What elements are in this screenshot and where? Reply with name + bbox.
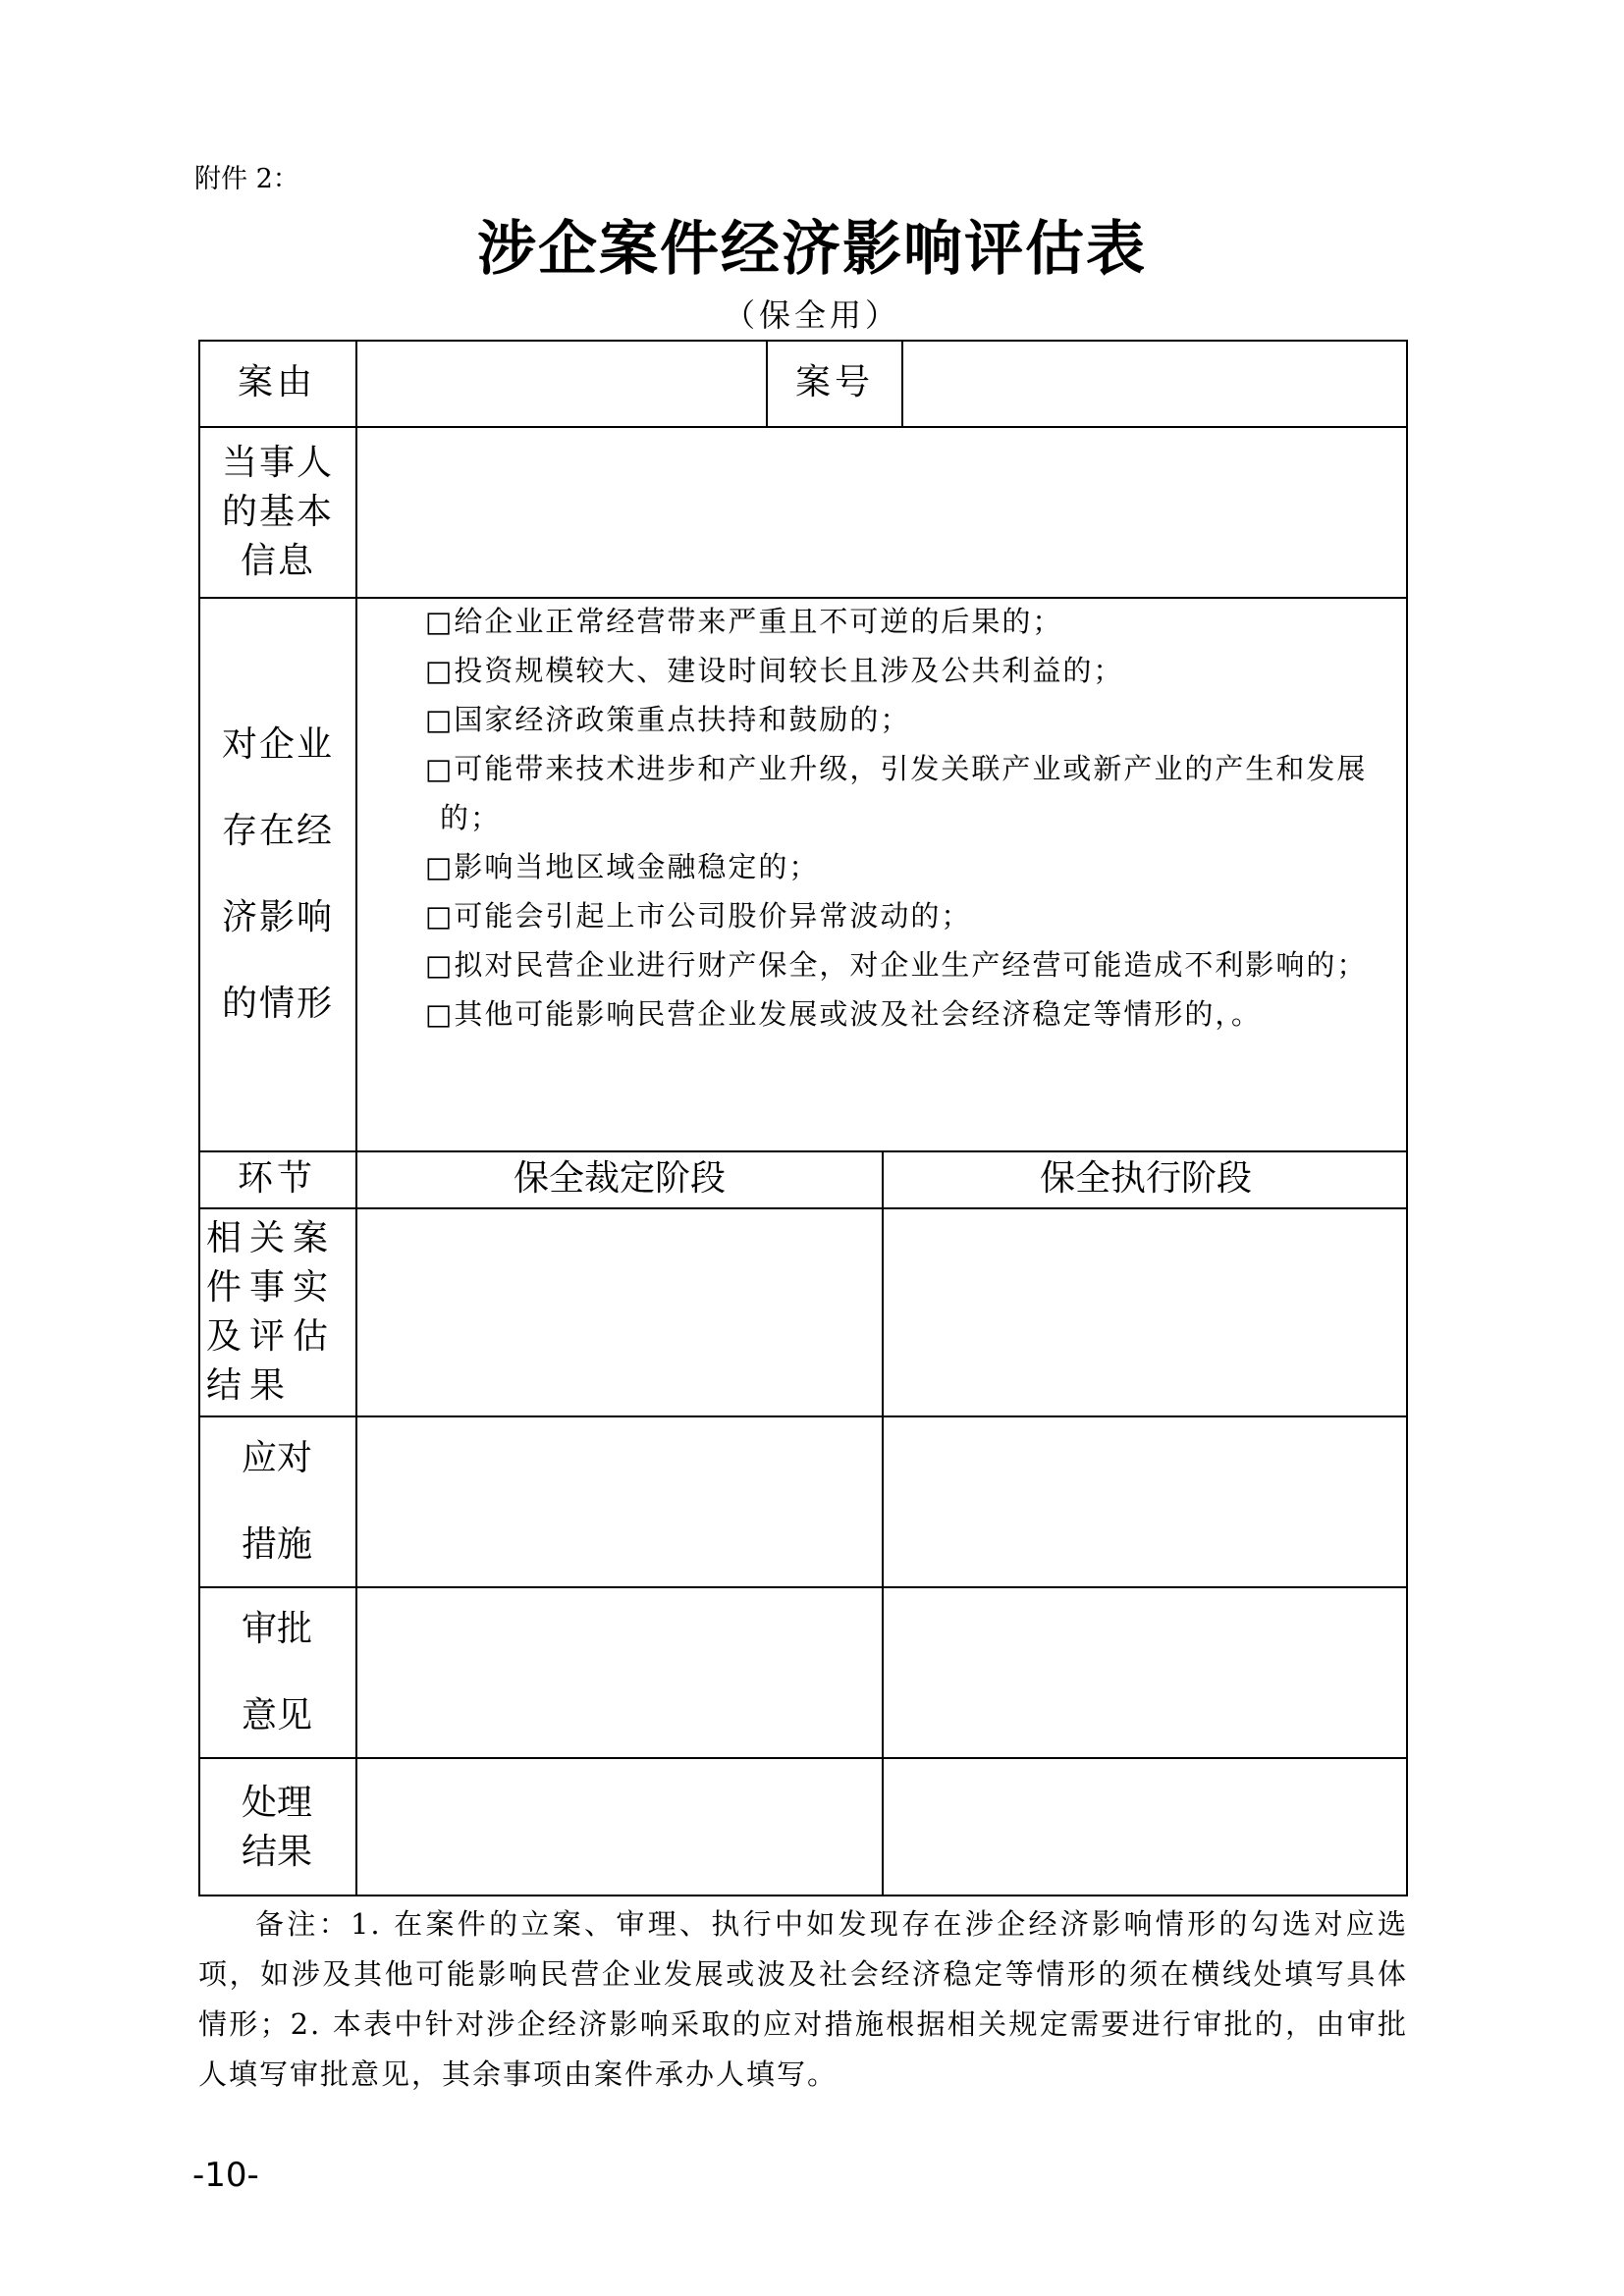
form-subtitle: （保全用） — [723, 296, 900, 334]
attachment-label: 附件 2： — [194, 164, 299, 194]
assessment-form-table — [198, 340, 1408, 1896]
result-label: 处理结果 — [241, 1783, 312, 1872]
impact-options-list — [393, 597, 1390, 1039]
facts-label: 相关案件事实及评估结果 — [206, 1218, 337, 1406]
impact-label: 对企业存在经济影响的情形 — [221, 724, 334, 1024]
party-info-label: 当事人的基本信息 — [221, 443, 334, 581]
measures-label: 应对措施 — [241, 1438, 312, 1565]
stage-label: 环节 — [237, 1158, 316, 1199]
result-ruling-field[interactable] — [357, 1759, 882, 1895]
party-info-field[interactable] — [357, 428, 1406, 597]
facts-execution-field[interactable] — [884, 1209, 1406, 1415]
facts-ruling-field[interactable] — [357, 1209, 882, 1415]
impact-option-checkbox[interactable]: □拟对民营企业进行财产保全，对企业生产经营可能造成不利影响的； — [425, 948, 1368, 982]
impact-option-checkbox[interactable]: □可能会引起上市公司股价异常波动的； — [425, 899, 972, 933]
footnote: 备注：1. 在案件的立案、审理、执行中如发现存在涉企经济影响情形的勾选对应选项，如涉及其他可能影响民营企业发展或波及社会经济稳定等情形的须在横线处填写具体情形；2. 本表中针对涉企经济影响采取的应对措施根据相关规定需要进行审批的，由审批人填写审批意见，其余事项由案件承办人填写。 — [198, 1907, 1408, 2091]
case-reason-label: 案由 — [237, 362, 316, 402]
impact-option-checkbox[interactable]: □给企业正常经营带来严重且不可逆的后果的； — [425, 605, 1063, 638]
impact-option-checkbox[interactable]: □投资规模较大、建设时间较长且涉及公共利益的； — [425, 654, 1124, 687]
approval-execution-field[interactable] — [884, 1588, 1406, 1757]
result-execution-field[interactable] — [884, 1759, 1406, 1895]
stage-ruling-header: 保全裁定阶段 — [513, 1158, 726, 1199]
page-number: -10- — [192, 2156, 259, 2195]
case-number-label: 案号 — [794, 362, 874, 402]
case-reason-field[interactable] — [357, 342, 766, 426]
case-number-field[interactable] — [903, 342, 1406, 426]
impact-option-checkbox[interactable]: □国家经济政策重点扶持和鼓励的； — [425, 703, 911, 736]
measures-execution-field[interactable] — [884, 1417, 1406, 1586]
impact-option-checkbox[interactable]: □影响当地区域金融稳定的； — [425, 850, 820, 883]
form-title: 涉企案件经济影响评估表 — [477, 215, 1147, 284]
approval-label: 审批意见 — [241, 1609, 312, 1735]
stage-execution-header: 保全执行阶段 — [1039, 1158, 1252, 1199]
approval-ruling-field[interactable] — [357, 1588, 882, 1757]
impact-option-checkbox[interactable]: □其他可能影响民营企业发展或波及社会经济稳定等情形的，。 — [425, 997, 1262, 1031]
measures-ruling-field[interactable] — [357, 1417, 882, 1586]
impact-option-checkbox[interactable]: □可能带来技术进步和产业升级，引发关联产业或新产业的产生和发展的； — [425, 752, 1368, 834]
